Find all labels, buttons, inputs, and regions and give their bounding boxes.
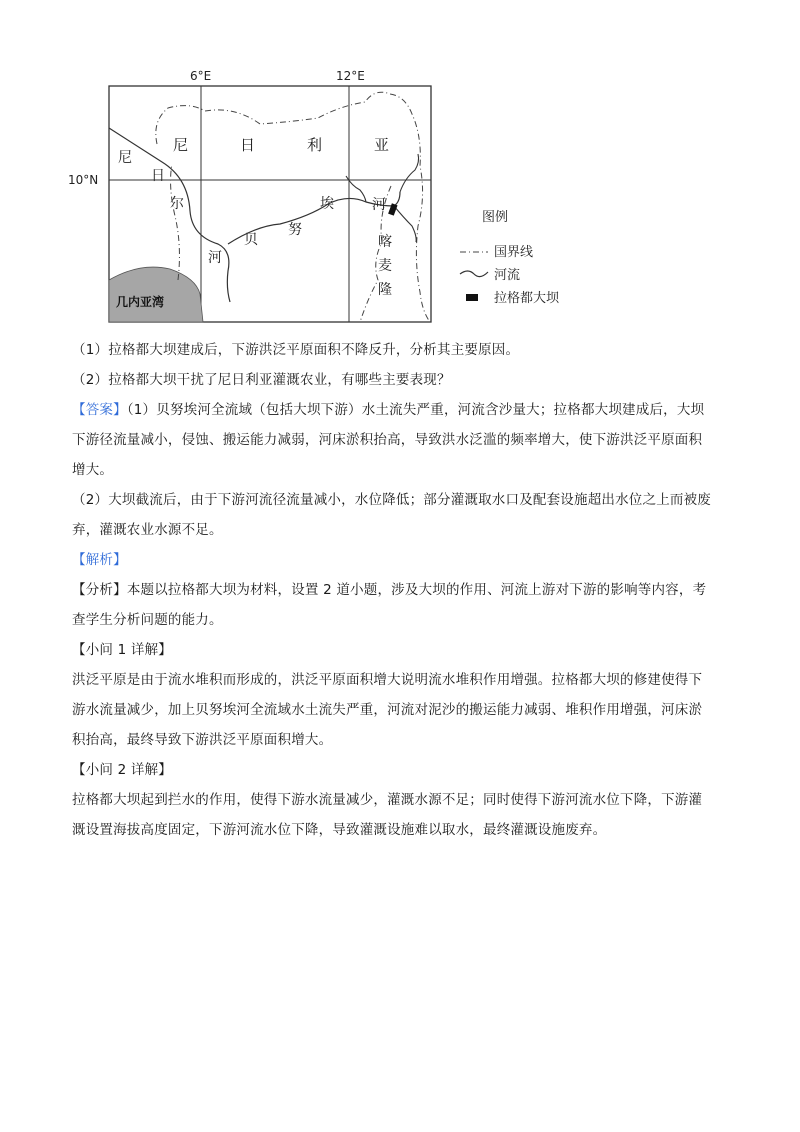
lon-label-12e: 12°E [336,69,365,83]
legend-dam-label: 拉格都大坝 [494,291,560,306]
legend-title: 图例 [482,210,509,225]
analysis-intro-line-2: 查学生分析问题的能力。 [72,612,223,628]
cameroon-char-1: 喀 [378,234,392,250]
answer-line-4: （2）大坝截流后，由于下游河流径流量减小，水位降低；部分灌溉取水口及配套设施超出水位之上而被废 [72,492,711,508]
gulf-label: 几内亚湾 [116,295,165,309]
legend-dam-swatch [466,294,478,301]
question-2: （2）拉格都大坝干扰了尼日利亚灌溉农业，有哪些主要表现？ [72,372,451,388]
legend-border-label: 国界线 [494,245,534,260]
answer-line-1-text: （1）贝努埃河全流域（包括大坝下游）水土流失严重，河流含沙量大；拉格都大坝建成后，大坝 [126,402,705,418]
answer-line-5: 弃，灌溉农业水源不足。 [72,522,223,538]
niger-char-2: 日 [151,168,165,184]
niger-char-1: 尼 [118,150,132,166]
analysis-intro-line-1 [72,575,732,605]
answer-line-2: 下游径流量减小，侵蚀、搬运能力减弱，河床淤积抬高，导致洪水泛滥的频率增大，使下游洪泛平原面积 [72,432,703,448]
benue-char-2: 努 [288,222,302,238]
cameroon-char-3: 隆 [378,282,392,298]
sub2-tag: 【小问 2 详解】 [72,762,172,778]
niger-river-label: 河 [208,250,222,266]
sub1-line-3: 积抬高，最终导致下游洪泛平原面积增大。 [72,732,333,748]
analysis-intro-line-1-text: 本题以拉格都大坝为材料，设置 2 道小题，涉及大坝的作用、河流上游对下游的影响等内容，考 [126,582,707,598]
analysis-tag: 【解析】 [72,552,127,568]
lon-label-6e: 6°E [190,69,212,83]
sub1-line-1: 洪泛平原是由于流水堆积而形成的，洪泛平原面积增大说明流水堆积作用增强。拉格都大坝的修建使得下 [72,672,703,688]
lat-label-10n: 10°N [68,173,99,187]
benue-char-4: 河 [372,197,386,213]
sub2-line-2: 溉设置海拔高度固定，下游河流水位下降，导致灌溉设施难以取水，最终灌溉设施废弃。 [72,822,607,838]
sub2-line-1: 拉格都大坝起到拦水的作用，使得下游水流量减少，灌溉水源不足；同时使得下游河流水位下降，下游灌 [72,792,703,808]
country-char-3: 利 [307,136,323,154]
cameroon-char-2: 麦 [378,258,392,274]
legend-river-label: 河流 [494,268,521,283]
sub1-line-2: 游水流量减少，加上贝努埃河全流域水土流失严重，河流对泥沙的搬运能力减弱、堆积作用增强，河床淤 [72,702,703,718]
map-svg [60,66,620,328]
benue-char-3: 埃 [320,196,334,212]
question-1: （1）拉格都大坝建成后，下游洪泛平原面积不降反升，分析其主要原因。 [72,342,520,358]
answer-tag: 【答案】 [72,402,127,418]
benue-char-1: 贝 [244,232,258,248]
legend-river-swatch [460,271,488,277]
answer-line-1 [72,395,732,425]
country-char-2: 日 [240,136,256,154]
country-char-4: 亚 [374,136,390,154]
question-answer-text [72,335,732,845]
map-figure [60,66,620,328]
country-char-1: 尼 [173,136,189,154]
answer-line-3: 增大。 [72,462,114,478]
niger-char-3: 尔 [170,196,184,212]
analysis-intro-tag: 【分析】 [72,582,127,598]
sub1-tag: 【小问 1 详解】 [72,642,172,658]
